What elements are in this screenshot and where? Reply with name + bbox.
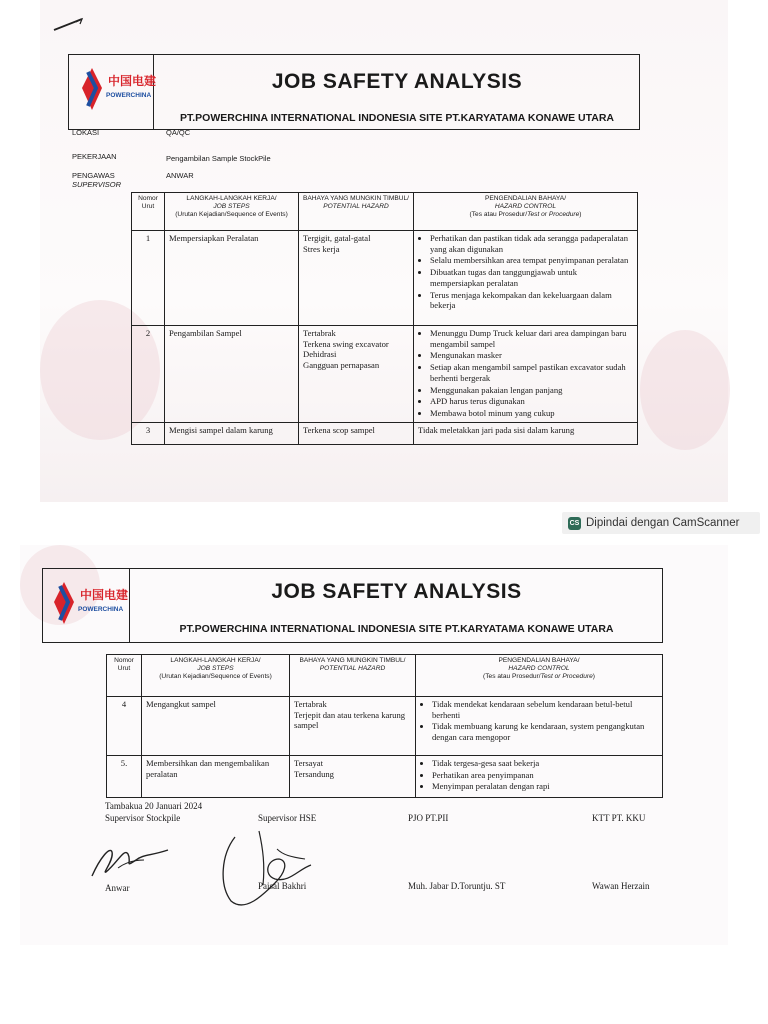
- jsa-table-page-2: [106, 654, 663, 798]
- header-steps: LANGKAH-LANGKAH KERJA/ JOB STEPS (Urutan Kejadian/Sequence of Events): [165, 193, 299, 231]
- signature-paisal: [215, 825, 325, 910]
- role-ktt: KTT PT. KKU: [592, 813, 646, 823]
- row-controls: • Menunggu Dump Truck keluar dari area dampingan baru mengambil sampel • Mengunakan masker • Setiap akan mengambil sampel pastikan excavator sudah berhenti bergerak • Menggunakan pakaian lengan panjang • APD harus terus digunakan • Membawa botol minum yang cukup: [414, 326, 638, 423]
- row-number: 5.: [107, 756, 142, 798]
- row-controls: • Tidak tergesa-gesa saat bekerja • Perhatikan area penyimpanan • Menyimpan peralatan dengan rapi: [416, 756, 663, 798]
- name-paisal: Paisal Bakhri: [258, 881, 307, 891]
- header-hazard: BAHAYA YANG MUNGKIN TIMBUL/ POTENTIAL HAZARD: [290, 655, 416, 697]
- header-no: Nomor Urut: [107, 655, 142, 697]
- logo-chinese-text: 中国电建: [80, 588, 129, 602]
- powerchina-logo: [78, 64, 157, 119]
- pekerjaan-value: Pengambilan Sample StockPile: [166, 154, 271, 163]
- row-hazard: Tergigit, gatal-gatal Stres kerja: [299, 231, 414, 326]
- supervisor-label: SUPERVISOR: [72, 180, 122, 189]
- name-wawan: Wawan Herzain: [592, 881, 650, 891]
- row-hazard: Terkena scop sampel: [299, 422, 414, 444]
- lokasi-value: QA/QC: [166, 128, 191, 137]
- page-title: JOB SAFETY ANALYSIS: [271, 70, 523, 93]
- table-row: [132, 326, 638, 423]
- row-hazard: Tertabrak Terkena swing excavator Dehidrasi Gangguan pernapasan: [299, 326, 414, 423]
- header-no: Nomor Urut: [132, 193, 165, 231]
- row-controls: • Perhatikan dan pastikan tidak ada serangga padaperalatan yang akan digunakan • Selalu membersihkan area tempat penyimpanan peralatan • Dibuatkan tugas dan tanggungjawab untuk mempersiapkan peralatan • Terus menjaga kekompakan dan kekeluargaan dalam bekerja: [414, 231, 638, 326]
- header-control: PENGENDALIAN BAHAYA/ HAZARD CONTROL (Tes atau Prosedur/Test or Procedure): [414, 193, 638, 231]
- pengawas-label: PENGAWAS: [72, 171, 115, 180]
- company-line: PT.POWERCHINA INTERNATIONAL INDONESIA SITE PT.KARYATAMA KONAWE UTARA: [179, 623, 614, 635]
- name-jabar: Muh. Jabar D.Toruntju. ST: [408, 881, 506, 891]
- powerchina-logo: [50, 578, 129, 633]
- jsa-table-page-1: [131, 192, 638, 445]
- table-header-row: [107, 655, 663, 697]
- role-pjo: PJO PT.PII: [408, 813, 449, 823]
- pen-mark: [52, 16, 86, 34]
- logo-chinese-text: 中国电建: [108, 74, 157, 88]
- row-hazard: Tersayat Tersandung: [290, 756, 416, 798]
- page-title: JOB SAFETY ANALYSIS: [271, 580, 522, 603]
- header-steps: LANGKAH-LANGKAH KERJA/ JOB STEPS (Urutan Kejadian/Sequence of Events): [142, 655, 290, 697]
- name-anwar: Anwar: [105, 883, 130, 893]
- table-row: [132, 422, 638, 444]
- row-controls: • Tidak mendekat kendaraan sebelum kendaraan betul-betul berhenti • Tidak membuang karung ke kendaraan, system pengangkutan dengan cara mengopor: [416, 697, 663, 756]
- logo-english-text: POWERCHINA: [106, 92, 152, 99]
- role-supervisor-stockpile: Supervisor Stockpile: [105, 813, 181, 823]
- row-step: Pengambilan Sampel: [165, 326, 299, 423]
- lokasi-label: LOKASI: [72, 128, 100, 137]
- row-hazard: Tertabrak Terjepit dan atau terkena karung sampel: [290, 697, 416, 756]
- place-date: Tambakua 20 Januari 2024: [105, 801, 203, 811]
- logo-english-text: POWERCHINA: [78, 606, 124, 613]
- camscanner-watermark: [562, 512, 760, 534]
- row-step: Mengangkut sampel: [142, 697, 290, 756]
- table-row: [107, 756, 663, 798]
- signature-anwar: [88, 838, 178, 883]
- row-step: Membersihkan dan mengembalikan peralatan: [142, 756, 290, 798]
- row-step: Mengisi sampel dalam karung: [165, 422, 299, 444]
- row-step: Mempersiapkan Peralatan: [165, 231, 299, 326]
- table-header-row: [132, 193, 638, 231]
- pekerjaan-label: PEKERJAAN: [72, 152, 117, 161]
- header-control: PENGENDALIAN BAHAYA/ HAZARD CONTROL (Tes atau Prosedur/Test or Procedure): [416, 655, 663, 697]
- table-row: [107, 697, 663, 756]
- row-number: 3: [132, 422, 165, 444]
- row-number: 4: [107, 697, 142, 756]
- table-row: [132, 231, 638, 326]
- camscanner-text: Dipindai dengan CamScanner: [586, 517, 740, 529]
- row-number: 1: [132, 231, 165, 326]
- camscanner-icon: CS: [568, 517, 581, 530]
- header-hazard: BAHAYA YANG MUNGKIN TIMBUL/ POTENTIAL HAZARD: [299, 193, 414, 231]
- row-number: 2: [132, 326, 165, 423]
- role-supervisor-hse: Supervisor HSE: [258, 813, 317, 823]
- row-controls: Tidak meletakkan jari pada sisi dalam karung: [414, 422, 638, 444]
- company-line: PT.POWERCHINA INTERNATIONAL INDONESIA SITE PT.KARYATAMA KONAWE UTARA: [179, 112, 614, 124]
- pengawas-value: ANWAR: [166, 171, 194, 180]
